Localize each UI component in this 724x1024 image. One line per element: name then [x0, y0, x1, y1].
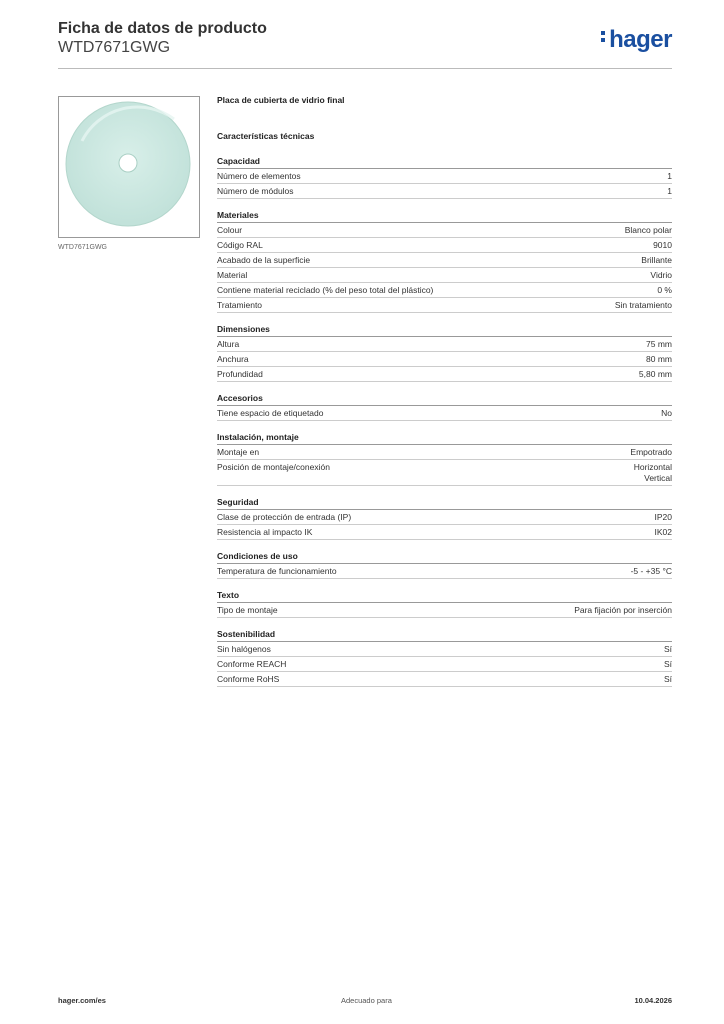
spec-value: -5 - +35 °C — [630, 565, 672, 576]
spec-group-title: Seguridad — [217, 495, 672, 510]
spec-label: Tratamiento — [217, 299, 263, 310]
spec-group-title: Capacidad — [217, 154, 672, 169]
spec-group-title: Instalación, montaje — [217, 430, 672, 445]
spec-group-title: Accesorios — [217, 391, 672, 406]
spec-value: 0 % — [657, 284, 672, 295]
product-model: WTD7671GWG — [58, 39, 171, 56]
spec-row — [217, 238, 672, 253]
product-name: Placa de cubierta de vidrio final — [217, 95, 345, 105]
hager-logo — [601, 26, 672, 54]
spec-group-title: Dimensiones — [217, 322, 672, 337]
spec-group — [217, 430, 672, 486]
document-title: Ficha de datos de producto — [58, 20, 267, 37]
spec-group — [217, 588, 672, 618]
spec-table — [217, 94, 672, 696]
spec-row — [217, 445, 672, 460]
spec-group-title: Condiciones de uso — [217, 549, 672, 564]
spec-value: IP20 — [654, 511, 672, 522]
image-caption: WTD7671GWG — [58, 244, 108, 251]
spec-value: 9010 — [653, 239, 672, 250]
spec-group — [217, 208, 672, 313]
spec-group-title: Sostenibilidad — [217, 627, 672, 642]
spec-row — [217, 564, 672, 579]
spec-group — [217, 495, 672, 540]
page-header — [58, 20, 672, 70]
spec-label: Anchura — [217, 353, 249, 364]
spec-value: No — [661, 407, 672, 418]
spec-label: Sin halógenos — [217, 643, 271, 654]
spec-group — [217, 391, 672, 421]
spec-row — [217, 337, 672, 352]
footer-date: 10.04.2026 — [634, 996, 672, 1005]
spec-label: Clase de protección de entrada (IP) — [217, 511, 352, 522]
spec-row — [217, 603, 672, 618]
spec-group-title: Texto — [217, 588, 672, 603]
spec-value: Blanco polar — [624, 224, 672, 235]
spec-value: 80 mm — [646, 353, 672, 364]
spec-row — [217, 672, 672, 687]
spec-group-title: Materiales — [217, 208, 672, 223]
footer-middle-text: Adecuado para — [341, 996, 392, 1005]
spec-row — [217, 642, 672, 657]
spec-label: Número de elementos — [217, 170, 301, 181]
logo-dots-icon — [601, 28, 607, 45]
spec-label: Número de módulos — [217, 185, 294, 196]
spec-group — [217, 627, 672, 687]
section-title: Características técnicas — [217, 131, 315, 141]
spec-row — [217, 169, 672, 184]
spec-value: IK02 — [654, 526, 672, 537]
spec-row — [217, 510, 672, 525]
spec-label: Altura — [217, 338, 240, 349]
spec-value: 5,80 mm — [638, 368, 672, 379]
spec-label: Conforme REACH — [217, 658, 287, 669]
spec-row — [217, 352, 672, 367]
spec-label: Conforme RoHS — [217, 673, 280, 684]
header-divider — [58, 68, 672, 69]
spec-value: Horizontal Vertical — [633, 461, 672, 483]
spec-row — [217, 657, 672, 672]
spec-value: Sí — [663, 658, 672, 669]
spec-group — [217, 322, 672, 382]
spec-value: Sí — [663, 673, 672, 684]
center-hole — [119, 154, 137, 172]
spec-label: Colour — [217, 224, 243, 235]
spec-row — [217, 223, 672, 238]
spec-row — [217, 406, 672, 421]
logo-text: hager — [609, 26, 672, 53]
spec-row — [217, 283, 672, 298]
spec-label: Tipo de montaje — [217, 604, 278, 615]
spec-label: Tiene espacio de etiquetado — [217, 407, 324, 418]
spec-value: Para fijación por inserción — [574, 604, 672, 615]
spec-value: 75 mm — [646, 338, 672, 349]
spec-row — [217, 184, 672, 199]
spec-label: Acabado de la superficie — [217, 254, 311, 265]
spec-label: Código RAL — [217, 239, 263, 250]
spec-group — [217, 549, 672, 579]
spec-label: Material — [217, 269, 248, 280]
spec-value: Brillante — [641, 254, 672, 265]
spec-row — [217, 525, 672, 540]
spec-value: 1 — [667, 185, 672, 196]
spec-row — [217, 298, 672, 313]
spec-row — [217, 268, 672, 283]
product-image — [62, 101, 202, 227]
spec-value: Vidrio — [650, 269, 672, 280]
spec-value: 1 — [667, 170, 672, 181]
spec-groups — [217, 154, 672, 687]
spec-label: Temperatura de funcionamiento — [217, 565, 337, 576]
spec-row — [217, 253, 672, 268]
spec-label: Montaje en — [217, 446, 260, 457]
footer-website: hager.com/es — [58, 996, 106, 1005]
spec-label: Posición de montaje/conexión — [217, 461, 330, 472]
spec-label: Profundidad — [217, 368, 263, 379]
spec-label: Resistencia al impacto IK — [217, 526, 313, 537]
spec-row — [217, 367, 672, 382]
spec-value: Sin tratamiento — [614, 299, 672, 310]
spec-label: Contiene material reciclado (% del peso total del plástico) — [217, 284, 434, 295]
spec-row — [217, 460, 672, 486]
spec-value: Empotrado — [630, 446, 672, 457]
spec-group — [217, 154, 672, 199]
spec-value: Sí — [663, 643, 672, 654]
